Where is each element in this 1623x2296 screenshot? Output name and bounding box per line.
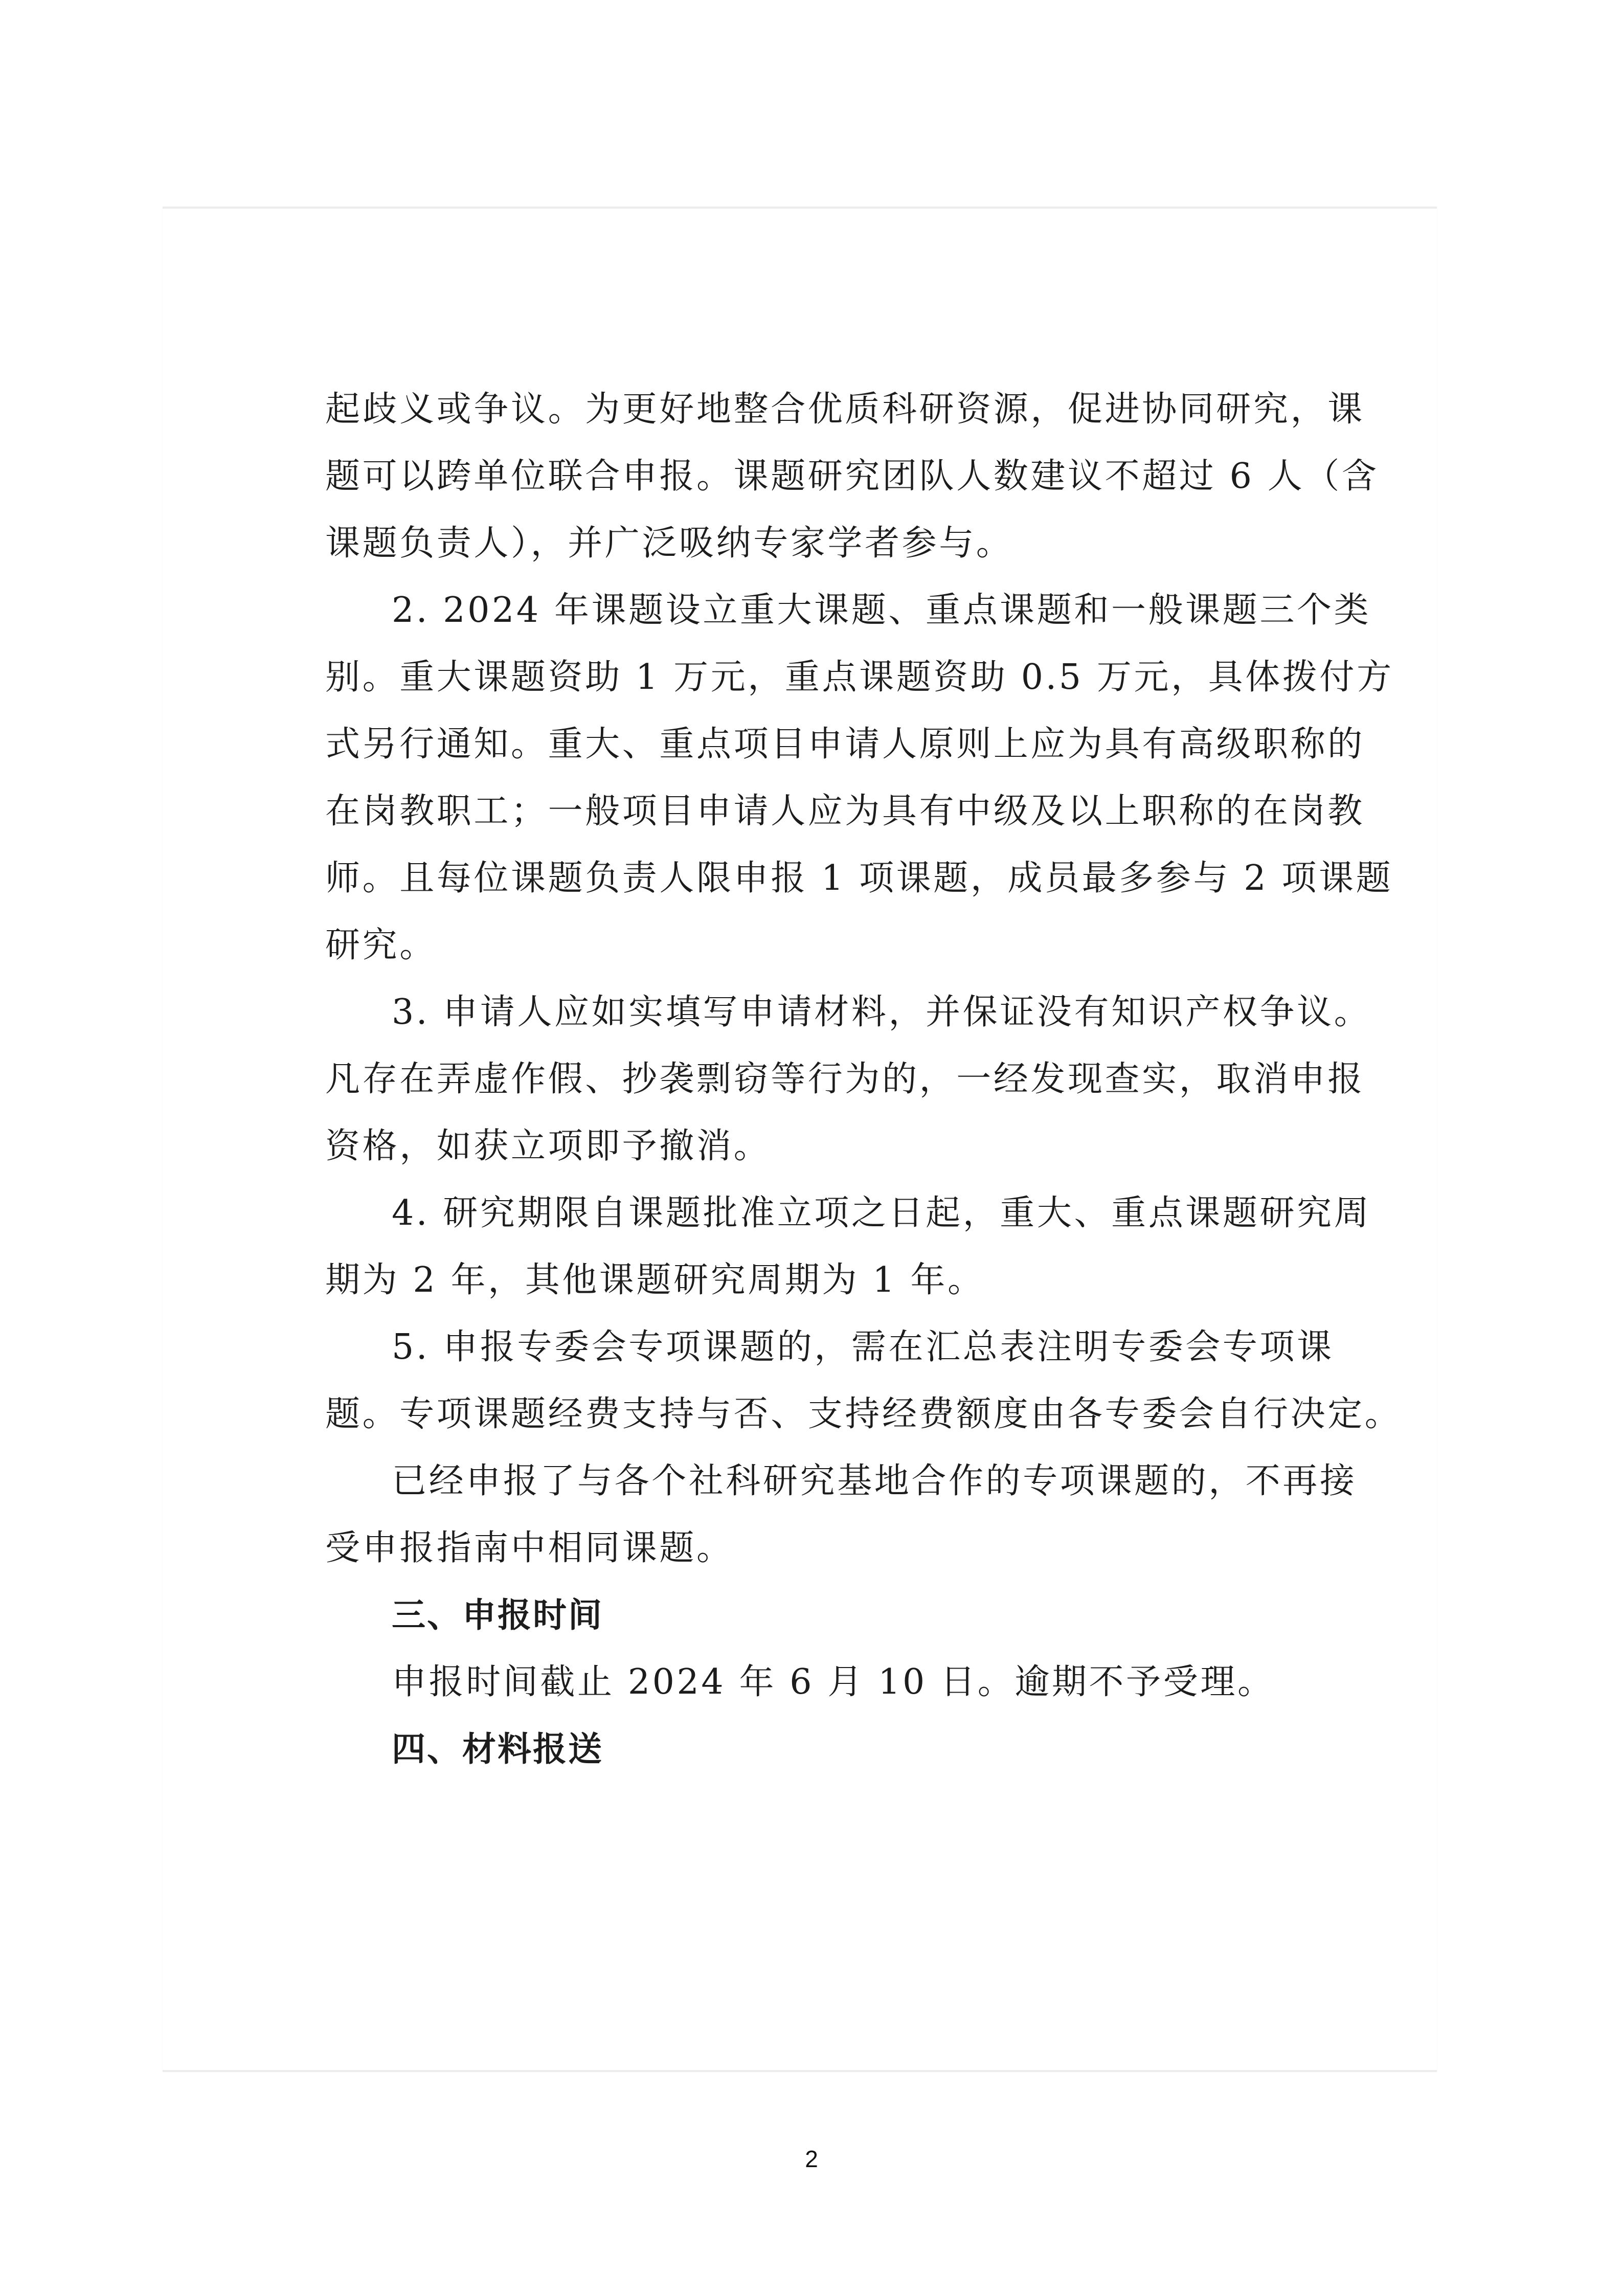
- text-line: 在岗教职工；一般项目申请人应为具有中级及以上职称的在岗教: [325, 791, 1365, 831]
- text-line: 4. 研究期限自课题批准立项之日起，重大、重点课题研究周: [392, 1193, 1371, 1233]
- section-heading-material-submission: 四、材料报送: [392, 1729, 603, 1769]
- text-line: 已经申报了与各个社科研究基地合作的专项课题的，不再接: [392, 1461, 1357, 1501]
- section-heading-application-time: 三、申报时间: [392, 1595, 603, 1635]
- text-line: 起歧义或争议。为更好地整合优质科研资源，促进协同研究，课: [325, 389, 1365, 430]
- text-line: 凡存在弄虚作假、抄袭剽窃等行为的，一经发现查实，取消申报: [325, 1059, 1365, 1099]
- text-line: 式另行通知。重大、重点项目申请人原则上应为具有高级职称的: [325, 724, 1365, 764]
- text-line: 题可以跨单位联合申报。课题研究团队人数建议不超过 6 人（含: [325, 456, 1379, 497]
- text-line: 5. 申报专委会专项课题的，需在汇总表注明专委会专项课: [392, 1327, 1334, 1367]
- text-line: 资格，如获立项即予撤消。: [325, 1126, 771, 1166]
- text-line: 研究。: [325, 925, 437, 965]
- text-line: 别。重大课题资助 1 万元，重点课题资助 0.5 万元，具体拨付方: [325, 657, 1394, 697]
- text-line: 申报时间截止 2024 年 6 月 10 日。逾期不予受理。: [392, 1662, 1275, 1702]
- document-body: [325, 376, 1402, 1783]
- text-line: 受申报指南中相同课题。: [325, 1528, 734, 1568]
- text-line: 期为 2 年，其他课题研究周期为 1 年。: [325, 1260, 985, 1300]
- page-number: 2: [805, 2146, 818, 2172]
- text-line: 3. 申请人应如实填写申请材料，并保证没有知识产权争议。: [392, 992, 1371, 1032]
- text-line: 师。且每位课题负责人限申报 1 项课题，成员最多参与 2 项课题: [325, 858, 1393, 898]
- text-line: 题。专项课题经费支持与否、支持经费额度由各专委会自行决定。: [325, 1394, 1402, 1434]
- text-line: 课题负责人），并广泛吸纳专家学者参与。: [325, 523, 1013, 564]
- text-line: 2. 2024 年课题设立重大课题、重点课题和一般课题三个类: [392, 590, 1371, 631]
